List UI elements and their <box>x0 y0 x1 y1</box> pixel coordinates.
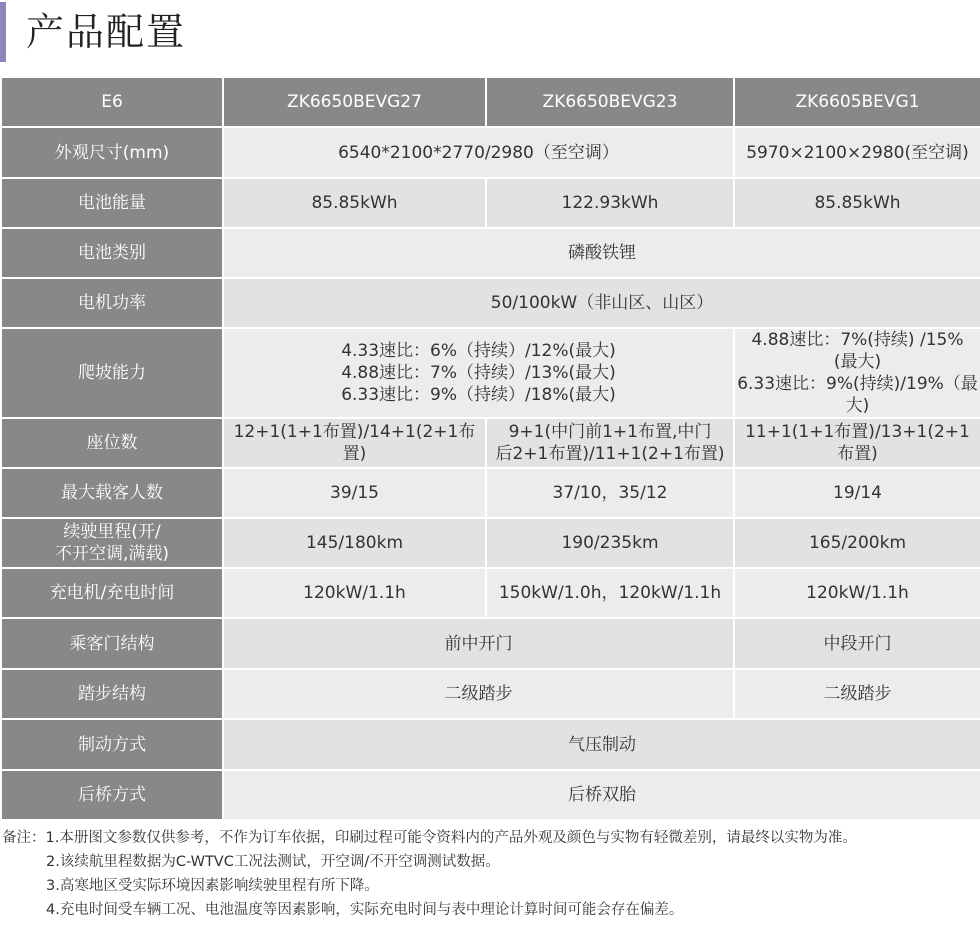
cell-value <box>223 328 734 418</box>
row-label: 电机功率 <box>1 278 223 328</box>
header-series-label: E6 <box>1 77 223 127</box>
cell-value: 145/180km <box>223 518 486 568</box>
header-model: ZK6650BEVG27 <box>223 77 486 127</box>
table-row <box>1 669 980 719</box>
row-label: 座位数 <box>1 418 223 468</box>
cell-value <box>734 328 980 418</box>
row-label: 充电机/充电时间 <box>1 568 223 618</box>
table-row <box>1 719 980 770</box>
cell-line: 后2+1布置)/11+1(2+1布置) <box>495 444 725 464</box>
row-label: 后桥方式 <box>1 770 223 820</box>
label-line: 续驶里程(开/ <box>63 522 161 542</box>
cell-value: 37/10，35/12 <box>486 468 734 518</box>
row-label: 制动方式 <box>1 719 223 770</box>
cell-value: 120kW/1.1h <box>223 568 486 618</box>
table-row <box>1 228 980 278</box>
table-row <box>1 418 980 468</box>
row-label: 最大载客人数 <box>1 468 223 518</box>
cell-line: 6.33速比：9%(持续)/19%（最大) <box>737 374 978 416</box>
footnotes <box>2 826 978 922</box>
spec-table <box>0 76 980 821</box>
header-model: ZK6605BEVG1 <box>734 77 980 127</box>
table-row <box>1 518 980 568</box>
row-label: 外观尺寸(mm) <box>1 127 223 178</box>
title-accent-bar <box>0 2 6 62</box>
cell-value: 中段开门 <box>734 618 980 669</box>
cell-value: 6540*2100*2770/2980（至空调） <box>223 127 734 178</box>
table-row <box>1 468 980 518</box>
cell-line: 4.88速比：7%（持续）/13%(最大) <box>341 363 616 383</box>
page-title: 产品配置 <box>26 10 187 54</box>
table-row <box>1 770 980 820</box>
page-header <box>0 0 980 66</box>
label-line: 不开空调,满载) <box>54 544 170 564</box>
header-model: ZK6650BEVG23 <box>486 77 734 127</box>
cell-value: 39/15 <box>223 468 486 518</box>
cell-line: 9+1(中门前1+1布置,中门 <box>508 422 712 442</box>
cell-value: 150kW/1.0h，120kW/1.1h <box>486 568 734 618</box>
note-item: 2.该续航里程数据为C-WTVC工况法测试，开空调/不开空调测试数据。 <box>46 854 500 870</box>
cell-value: 前中开门 <box>223 618 734 669</box>
row-label: 电池类别 <box>1 228 223 278</box>
cell-value: 磷酸铁锂 <box>223 228 980 278</box>
cell-value: 120kW/1.1h <box>734 568 980 618</box>
table-row <box>1 178 980 228</box>
cell-value: 二级踏步 <box>734 669 980 719</box>
cell-value: 12+1(1+1布置)/14+1(2+1布置) <box>223 418 486 468</box>
cell-value: 后桥双胎 <box>223 770 980 820</box>
cell-value: 19/14 <box>734 468 980 518</box>
table-row <box>1 278 980 328</box>
cell-value: 50/100kW（非山区、山区） <box>223 278 980 328</box>
cell-line: 4.33速比：6%（持续）/12%(最大) <box>341 341 616 361</box>
table-row <box>1 328 980 418</box>
cell-value: 190/235km <box>486 518 734 568</box>
cell-value: 85.85kWh <box>223 178 486 228</box>
cell-value: 11+1(1+1布置)/13+1(2+1布置) <box>734 418 980 468</box>
cell-value: 122.93kWh <box>486 178 734 228</box>
note-item: 4.充电时间受车辆工况、电池温度等因素影响，实际充电时间与表中理论计算时间可能会存在偏差。 <box>46 902 684 918</box>
table-row <box>1 568 980 618</box>
table-row <box>1 127 980 178</box>
cell-value: 二级踏步 <box>223 669 734 719</box>
cell-line: 6.33速比：9%（持续）/18%(最大) <box>341 385 616 405</box>
cell-value: 5970×2100×2980(至空调) <box>734 127 980 178</box>
table-row <box>1 618 980 669</box>
row-label: 踏步结构 <box>1 669 223 719</box>
note-line <box>2 826 978 850</box>
note-item: 1.本册图文参数仅供参考，不作为订车依据，印刷过程可能令资料内的产品外观及颜色与实物有轻微差别，请最终以实物为准。 <box>45 830 857 846</box>
row-label: 乘客门结构 <box>1 618 223 669</box>
notes-prefix: 备注： <box>2 830 46 846</box>
table-header-row <box>1 77 980 127</box>
cell-value: 气压制动 <box>223 719 980 770</box>
cell-line: 4.88速比：7%(持续) /15% (最大) <box>751 330 964 372</box>
row-label: 爬坡能力 <box>1 328 223 418</box>
cell-value: 85.85kWh <box>734 178 980 228</box>
cell-value: 165/200km <box>734 518 980 568</box>
cell-value <box>486 418 734 468</box>
note-item: 3.高寒地区受实际环境因素影响续驶里程有所下降。 <box>46 878 379 894</box>
row-label: 电池能量 <box>1 178 223 228</box>
row-label <box>1 518 223 568</box>
